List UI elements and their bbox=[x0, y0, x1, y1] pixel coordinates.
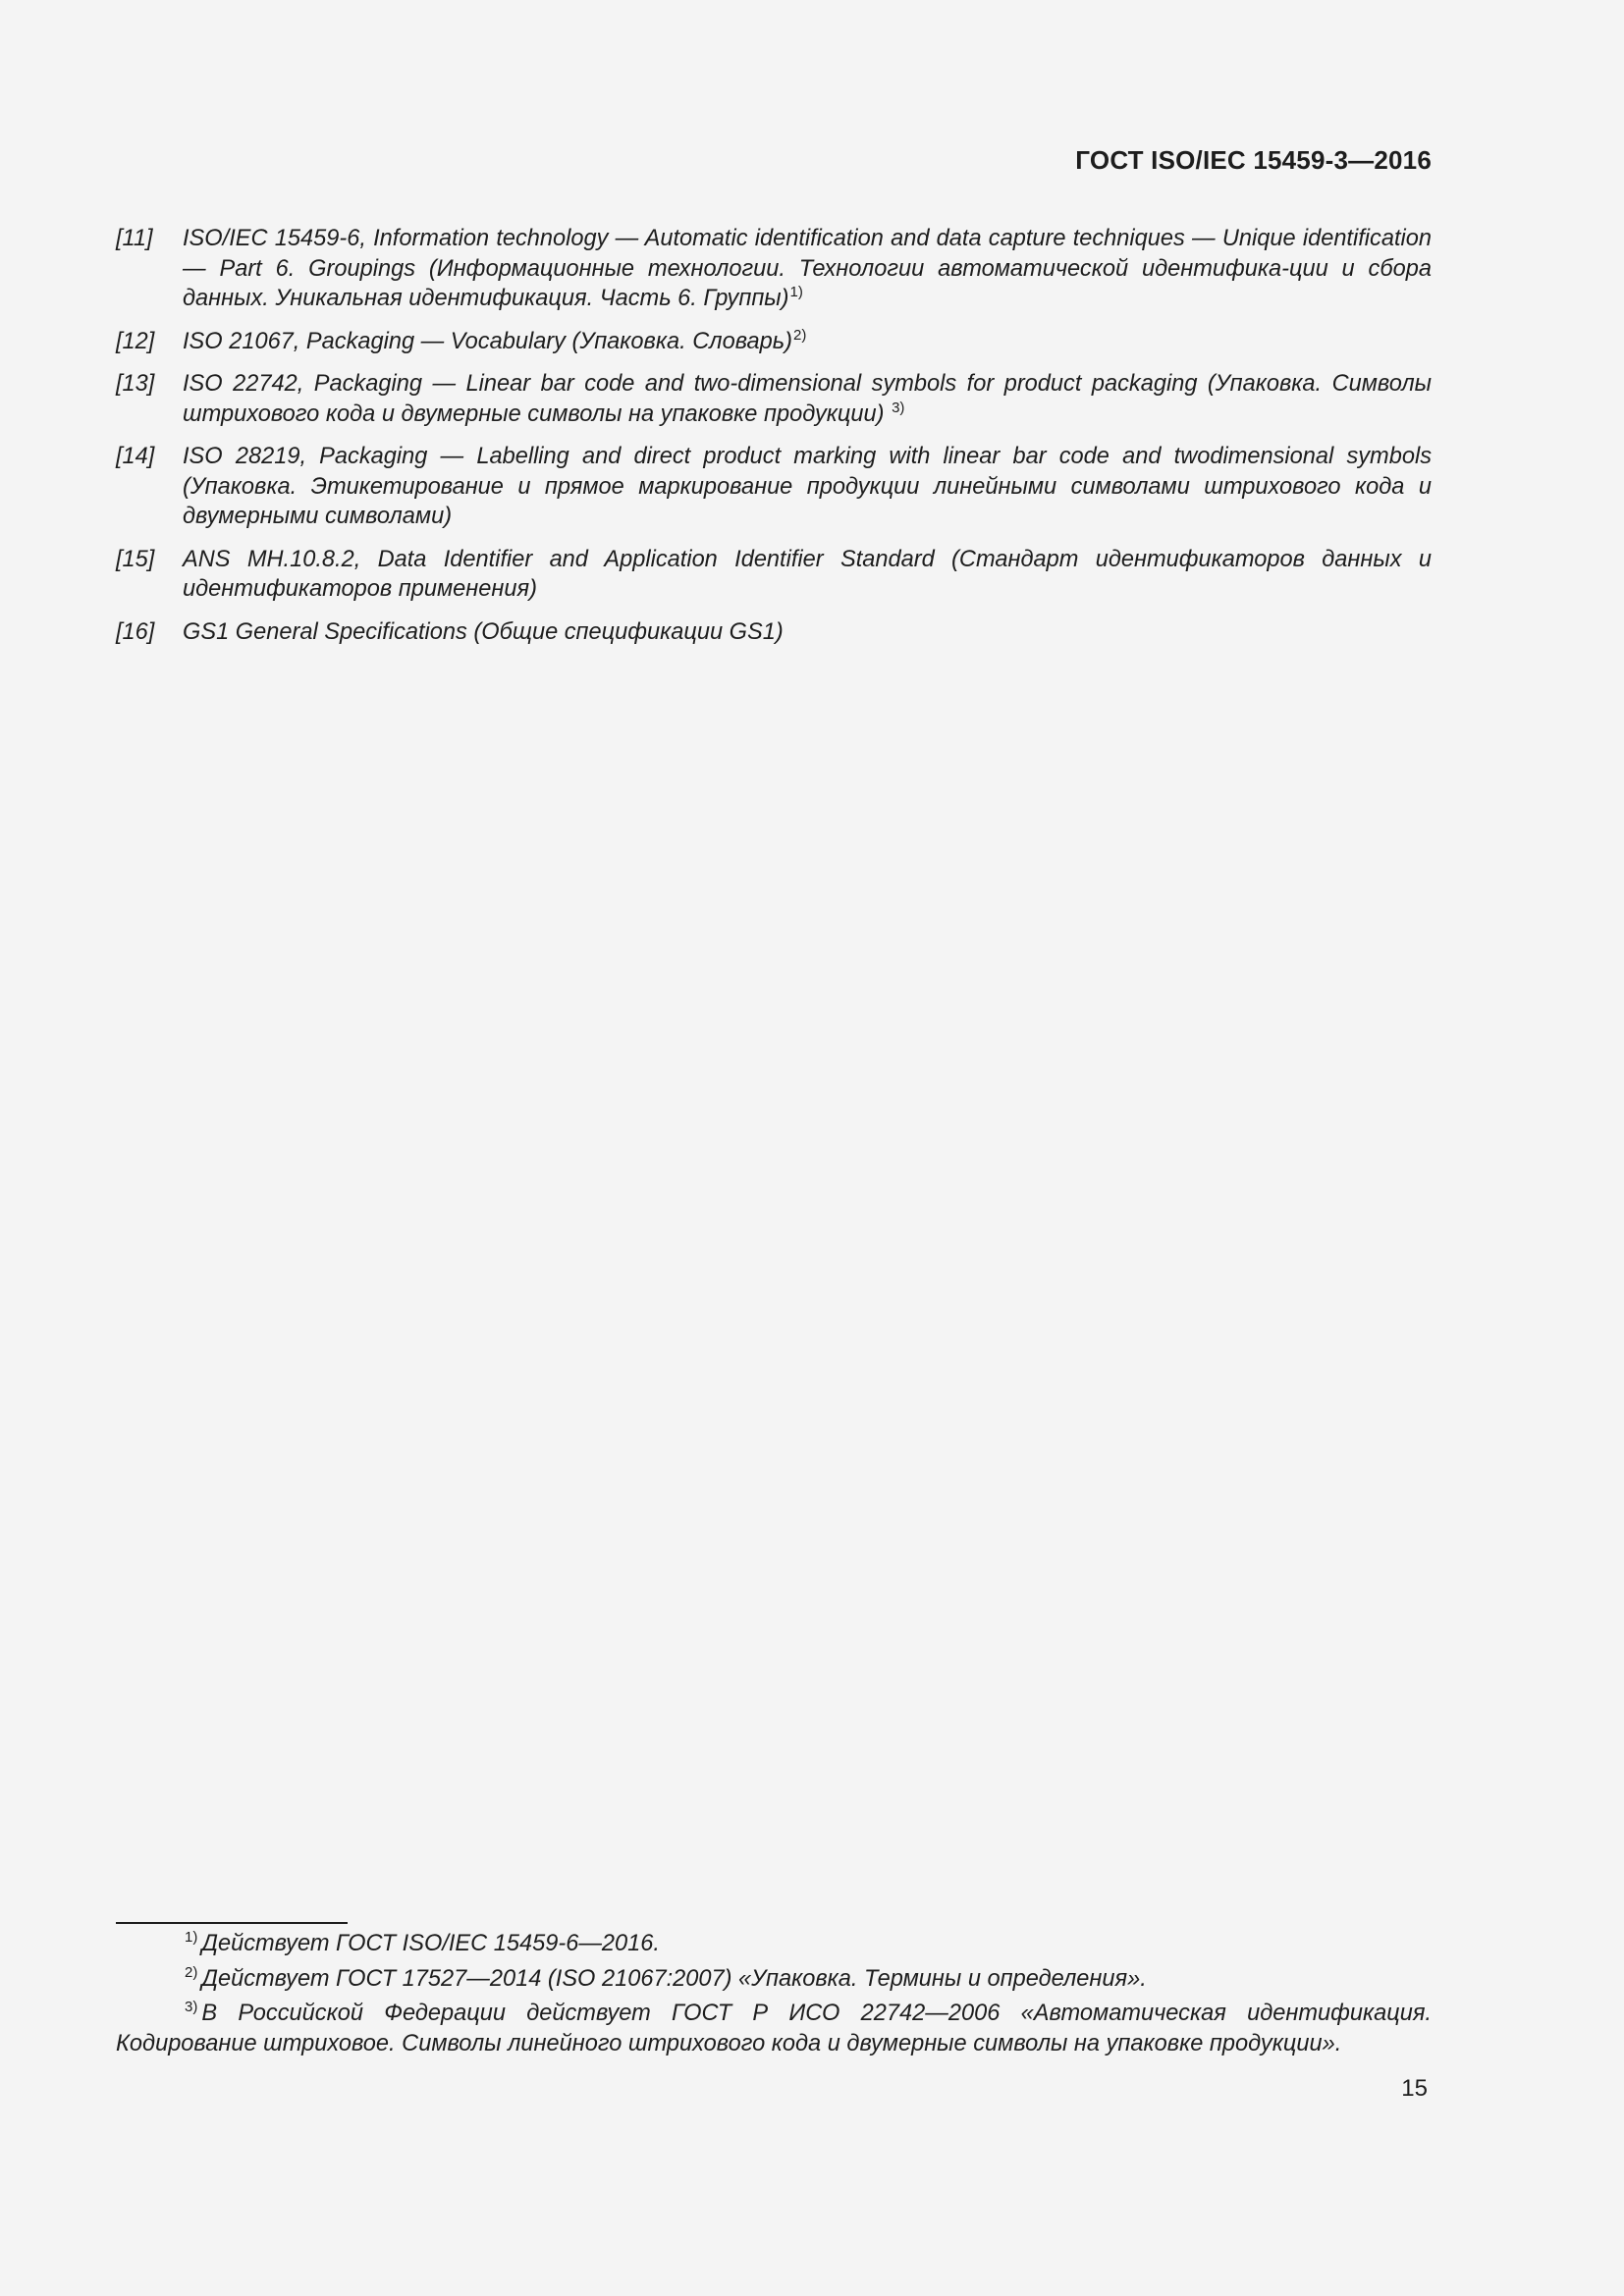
reference-item bbox=[116, 369, 1432, 429]
reference-text bbox=[183, 369, 1432, 429]
reference-body: GS1 General Specifications (Общие спецификации GS1) bbox=[183, 618, 784, 645]
footnotes bbox=[116, 1929, 1432, 2063]
document-header: ГОСТ ISO/IEC 15459-3—2016 bbox=[1075, 145, 1432, 175]
footnote-marker: 3) bbox=[892, 399, 905, 416]
bibliography-list bbox=[116, 224, 1432, 660]
page-number: 15 bbox=[1401, 2075, 1428, 2102]
reference-number: [11] bbox=[116, 226, 153, 251]
footnote-text: В Российской Федерации действует ГОСТ Р ИСО 22742—2006 «Автоматическая идентификация. Кодирование штриховое. Символы линейного штрихового кода и двумерные символы на упаковке продукции». bbox=[116, 2001, 1432, 2056]
footnote-item bbox=[116, 1929, 1432, 1959]
reference-body: ISO 28219, Packaging — Labelling and direct product marking with linear bar code and twodimensional symbols (Упаковка. Этикетирование и прямое маркирование продукции линейными символами штрихового кода и двумерными символами) bbox=[183, 444, 1432, 529]
footnote-mark: 1) bbox=[185, 1929, 198, 1946]
reference-body: ISO/IEC 15459-6, Information technology — Automatic identification and data capture techniques — Unique identification — Part 6. Groupings (Информационные технологии. Технологии автоматической идентифика-ции и сбора данных. Уникальная идентификация. Часть 6. Группы) bbox=[183, 226, 1432, 311]
reference-item bbox=[116, 442, 1432, 532]
reference-text bbox=[183, 545, 1432, 605]
reference-text bbox=[183, 617, 1432, 648]
footnote-text: Действует ГОСТ 17527—2014 (ISO 21067:2007) «Упаковка. Термины и определения». bbox=[201, 1965, 1147, 1992]
reference-number: [16] bbox=[116, 618, 155, 645]
reference-text bbox=[183, 442, 1432, 532]
footnote-separator bbox=[116, 1922, 348, 1924]
footnote-marker: 1) bbox=[789, 284, 803, 300]
footnote-mark: 2) bbox=[185, 1963, 198, 1981]
reference-body: ISO 22742, Packaging — Linear bar code and two-dimensional symbols for product packaging (Упаковка. Символы штрихового кода и двумерные символы на упаковке продукции) bbox=[183, 371, 1432, 427]
footnote-marker: 2) bbox=[793, 326, 807, 344]
footnote-text: Действует ГОСТ ISO/IEC 15459-6—2016. bbox=[201, 1931, 660, 1956]
reference-item bbox=[116, 617, 1432, 648]
footnote-item bbox=[116, 1999, 1432, 2058]
footnote-mark: 3) bbox=[185, 1999, 198, 2015]
reference-text bbox=[183, 327, 1432, 357]
reference-item bbox=[116, 224, 1432, 314]
reference-item bbox=[116, 327, 1432, 357]
reference-body: ANS MH.10.8.2, Data Identifier and Application Identifier Standard (Стандарт идентификаторов данных и идентификаторов применения) bbox=[183, 546, 1432, 602]
reference-body: ISO 21067, Packaging — Vocabulary (Упаковка. Словарь) bbox=[183, 328, 793, 354]
reference-number: [13] bbox=[116, 371, 155, 397]
reference-number: [12] bbox=[116, 328, 155, 354]
reference-item bbox=[116, 545, 1432, 605]
reference-number: [15] bbox=[116, 546, 155, 572]
footnote-item bbox=[116, 1964, 1432, 1995]
reference-text bbox=[183, 224, 1432, 314]
reference-number: [14] bbox=[116, 444, 155, 469]
